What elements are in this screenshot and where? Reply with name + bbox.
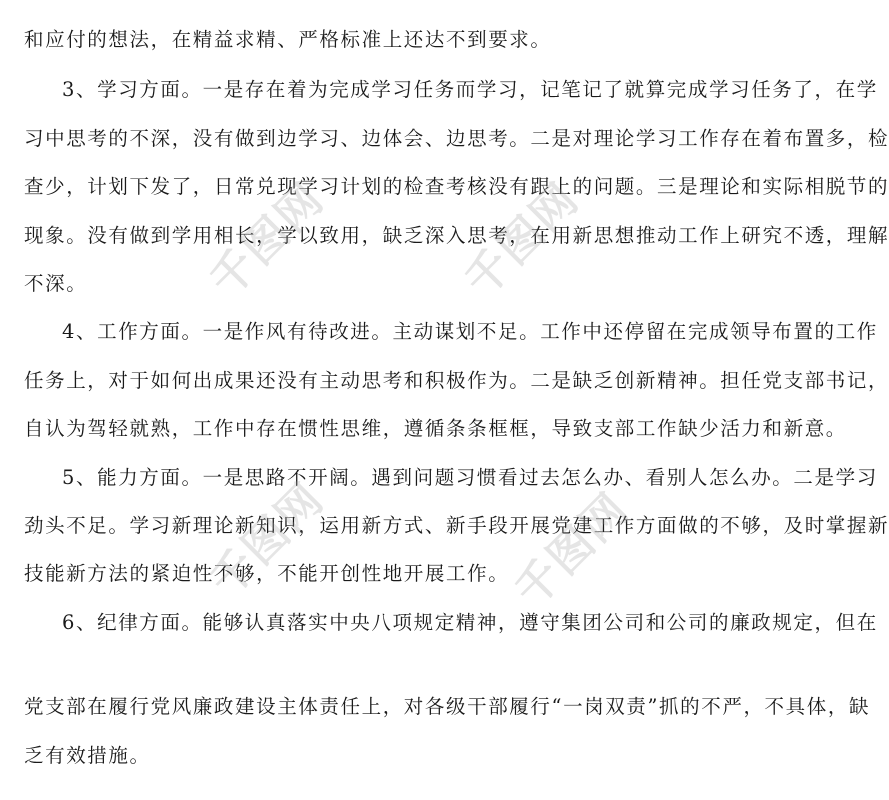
text-line-13: 6、纪律方面。能够认真落实中央八项规定精神，遵守集团公司和公司的廉政规定，但在 xyxy=(62,611,878,634)
text-line-8: 任务上，对于如何出成果还没有主动思考和积极作为。二是缺乏创新精神。担任党支部书记， xyxy=(24,369,889,392)
text-line-6: 不深。 xyxy=(24,272,88,295)
watermark-text: 千图网 xyxy=(200,473,335,608)
text-line-7: 4、工作方面。一是作风有待改进。主动谋划不足。工作中还停留在完成领导布置的工作 xyxy=(62,320,878,343)
text-line-11: 劲头不足。学习新理论新知识，运用新方式、新手段开展党建工作方面做的不够，及时掌握新 xyxy=(24,514,889,537)
watermark-text: 千图网 xyxy=(455,173,590,308)
text-line-2: 3、学习方面。一是存在着为完成学习任务而学习，记笔记了就算完成学习任务了，在学 xyxy=(62,78,878,101)
text-line-1: 和应付的想法，在精益求精、严格标准上还达不到要求。 xyxy=(24,28,552,51)
text-line-10: 5、能力方面。一是思路不开阔。遇到问题习惯看过去怎么办、看别人怎么办。二是学习 xyxy=(62,466,878,489)
watermark-text: 千图网 xyxy=(200,173,335,308)
text-line-3: 习中思考的不深，没有做到边学习、边体会、边思考。二是对理论学习工作存在着布置多，检 xyxy=(24,127,889,150)
text-line-15: 乏有效措施。 xyxy=(24,744,151,767)
text-line-5: 现象。没有做到学用相长，学以致用，缺乏深入思考，在用新思想推动工作上研究不透，理解 xyxy=(24,224,889,247)
watermark-text: 千图网 xyxy=(505,483,640,618)
text-line-4: 查少，计划下发了，日常兑现学习计划的检查考核没有跟上的问题。三是理论和实际相脱节的 xyxy=(24,175,889,198)
text-line-14: 党支部在履行党风廉政建设主体责任上，对各级干部履行“一岗双责”抓的不严，不具体，缺 xyxy=(24,695,871,718)
text-line-12: 技能新方法的紧迫性不够，不能开创性地开展工作。 xyxy=(24,562,510,585)
text-line-9: 自认为驾轻就熟，工作中存在惯性思维，遵循条条框框，导致支部工作缺少活力和新意。 xyxy=(24,417,847,440)
